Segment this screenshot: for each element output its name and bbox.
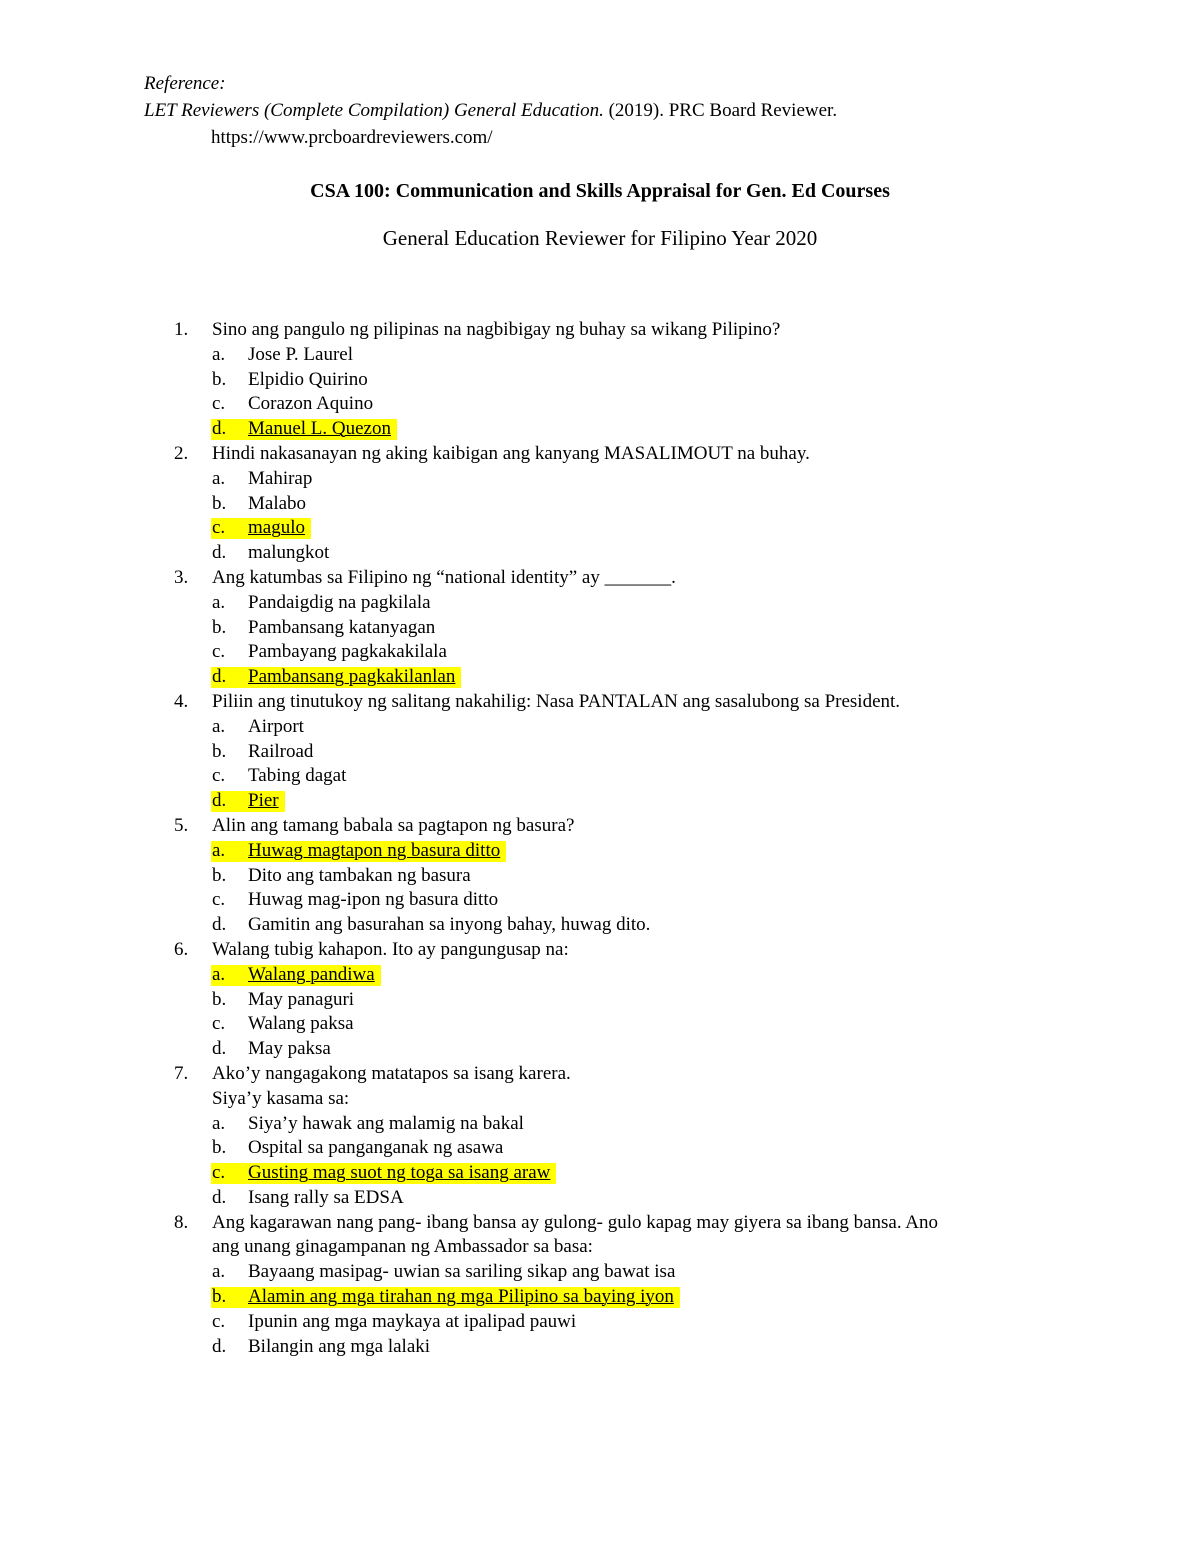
question-item <box>0 1062 1200 1211</box>
citation-title: LET Reviewers (Complete Compilation) General Education. <box>144 100 604 121</box>
choice-letter: d. <box>212 418 227 440</box>
choice-letter: b. <box>212 616 227 638</box>
choice-text: Pambayang pagkakakilala <box>248 641 447 663</box>
answer-choice <box>0 392 1200 417</box>
choice-text: Railroad <box>248 740 314 762</box>
choice-text: Ospital sa panganganak ng asawa <box>248 1137 504 1159</box>
question-item <box>0 814 1200 938</box>
choice-text: Isang rally sa EDSA <box>248 1186 404 1208</box>
choice-text: Gamitin ang basurahan sa inyong bahay, huwag dito. <box>248 914 651 936</box>
choice-text: Walang paksa <box>248 1013 354 1035</box>
answer-choice <box>0 1136 1200 1161</box>
choice-letter: b. <box>212 1286 227 1308</box>
choice-text: Walang pandiwa <box>248 963 375 985</box>
answer-choice <box>0 1112 1200 1137</box>
answer-choice <box>0 888 1200 913</box>
question-line <box>0 318 1200 343</box>
answer-choice <box>0 1335 1200 1360</box>
choice-letter: d. <box>212 1186 227 1208</box>
choice-letter: c. <box>212 1013 226 1035</box>
question-text: Ang kagarawan nang pang- ibang bansa ay gulong- gulo kapag may giyera sa ibang bansa. Ano <box>212 1211 939 1233</box>
choice-text: Huwag magtapon ng basura ditto <box>248 839 501 861</box>
answer-choice <box>0 988 1200 1013</box>
course-title: CSA 100: Communication and Skills Appraisal for Gen. Ed Courses <box>310 180 890 202</box>
choice-letter: d. <box>212 1038 227 1060</box>
question-text: Sino ang pangulo ng pilipinas na nagbibigay ng buhay sa wikang Pilipino? <box>212 319 781 340</box>
answer-choice <box>0 1260 1200 1285</box>
question-text: Piliin ang tinutukoy ng salitang nakahilig: Nasa PANTALAN ang sasalubong sa President. <box>212 690 901 712</box>
choice-text: Ipunin ang mga maykaya at ipalipad pauwi <box>248 1310 577 1332</box>
answer-choice-correct <box>0 516 1200 541</box>
reviewer-subtitle: General Education Reviewer for Filipino Year 2020 <box>382 226 818 250</box>
answer-choice <box>0 640 1200 665</box>
answer-choice-correct <box>0 1161 1200 1186</box>
choice-letter: c. <box>212 1310 226 1332</box>
choice-letter: d. <box>212 666 227 688</box>
choice-letter: c. <box>212 393 226 415</box>
answer-choice <box>0 368 1200 393</box>
choice-text: Bilangin ang mga lalaki <box>248 1335 431 1357</box>
answer-choice-correct <box>0 665 1200 690</box>
answer-choice-correct <box>0 417 1200 442</box>
choice-text: Pier <box>248 790 279 812</box>
choice-letter: c. <box>212 889 226 911</box>
answer-choice <box>0 343 1200 368</box>
question-item <box>0 318 1200 442</box>
reference-block <box>144 70 837 151</box>
question-text: Ang katumbas sa Filipino ng “national identity” ay _______. <box>212 566 676 588</box>
choice-text: Airport <box>248 715 304 737</box>
answer-choice <box>0 467 1200 492</box>
citation-details: (2019). PRC Board Reviewer. <box>603 100 838 121</box>
question-number: 7. <box>174 1062 189 1084</box>
question-number: 8. <box>174 1211 189 1233</box>
choice-letter: b. <box>212 864 227 886</box>
answer-choice <box>0 715 1200 740</box>
reference-label: Reference: <box>144 73 226 94</box>
question-line <box>0 938 1200 963</box>
question-item <box>0 442 1200 566</box>
question-item <box>0 690 1200 814</box>
answer-choice <box>0 541 1200 566</box>
choice-text: Malabo <box>248 492 307 514</box>
choice-letter: c. <box>212 765 226 787</box>
choice-letter: b. <box>212 368 227 390</box>
question-number: 5. <box>174 814 189 836</box>
question-text: Walang tubig kahapon. Ito ay pangungusap na: <box>212 938 569 960</box>
choice-letter: b. <box>212 740 227 762</box>
choice-text: Huwag mag-ipon ng basura ditto <box>248 889 499 911</box>
question-item <box>0 938 1200 1062</box>
answer-choice <box>0 1186 1200 1211</box>
choice-letter: a. <box>212 839 226 861</box>
question-number: 2. <box>174 442 189 464</box>
choice-letter: b. <box>212 988 227 1010</box>
choice-text: Bayaang masipag- uwian sa sariling sikap ang bawat isa <box>248 1261 676 1283</box>
choice-letter: c. <box>212 517 226 539</box>
question-number: 3. <box>174 566 189 588</box>
answer-choice <box>0 740 1200 765</box>
choice-text: Alamin ang mga tirahan ng mga Pilipino sa baying iyon <box>248 1286 674 1308</box>
question-line <box>0 814 1200 839</box>
answer-choice <box>0 1037 1200 1062</box>
choice-letter: b. <box>212 492 227 514</box>
question-text: Alin ang tamang babala sa pagtapon ng basura? <box>212 814 575 836</box>
choice-letter: a. <box>212 467 226 489</box>
answer-choice-correct <box>0 963 1200 988</box>
choice-letter: a. <box>212 963 226 985</box>
answer-choice <box>0 864 1200 889</box>
answer-choice <box>0 492 1200 517</box>
question-text-continued: ang unang ginagampanan ng Ambassador sa basa: <box>212 1236 593 1258</box>
choice-text: Manuel L. Quezon <box>248 418 391 440</box>
question-text-continued: Siya’y kasama sa: <box>212 1087 350 1109</box>
reference-citation <box>144 97 837 124</box>
reference-url[interactable]: https://www.prcboardreviewers.com/ <box>211 127 493 148</box>
question-number: 4. <box>174 690 189 712</box>
answer-choice <box>0 913 1200 938</box>
choice-text: Pambansang pagkakilanlan <box>248 666 456 688</box>
choice-text: Elpidio Quirino <box>248 368 368 390</box>
choice-text: Dito ang tambakan ng basura <box>248 864 471 886</box>
answer-choice <box>0 1310 1200 1335</box>
choice-text: Mahirap <box>248 467 313 489</box>
choice-text: Siya’y hawak ang malamig na bakal <box>248 1112 524 1134</box>
answer-choice <box>0 764 1200 789</box>
choice-letter: d. <box>212 1335 227 1357</box>
question-text: Ako’y nangagakong matatapos sa isang karera. <box>212 1062 571 1084</box>
question-item <box>0 566 1200 690</box>
answer-choice-correct <box>0 1285 1200 1310</box>
choice-text: magulo <box>248 517 305 539</box>
choice-letter: d. <box>212 790 227 812</box>
choice-letter: c. <box>212 641 226 663</box>
choice-text: Tabing dagat <box>248 765 347 787</box>
choice-text: Jose P. Laurel <box>248 343 354 365</box>
question-item <box>0 1211 1200 1360</box>
choice-letter: a. <box>212 591 226 613</box>
choice-letter: a. <box>212 343 226 365</box>
choice-text: Corazon Aquino <box>248 393 374 415</box>
choice-text: May panaguri <box>248 988 355 1010</box>
choice-text: Pambansang katanyagan <box>248 616 436 638</box>
answer-choice <box>0 591 1200 616</box>
answer-choice-correct <box>0 789 1200 814</box>
choice-letter: d. <box>212 914 227 936</box>
question-line <box>0 1062 1200 1087</box>
question-line <box>0 442 1200 467</box>
question-number: 6. <box>174 938 189 960</box>
question-line <box>0 566 1200 591</box>
answer-choice <box>0 616 1200 641</box>
choice-letter: b. <box>212 1137 227 1159</box>
choice-letter: c. <box>212 1162 226 1184</box>
choice-letter: a. <box>212 1261 226 1283</box>
question-line <box>0 690 1200 715</box>
question-line <box>0 1211 1200 1236</box>
choice-text: malungkot <box>248 542 330 564</box>
choice-text: May paksa <box>248 1038 331 1060</box>
choice-text: Pandaigdig na pagkilala <box>248 591 431 613</box>
choice-letter: d. <box>212 542 227 564</box>
answer-choice-correct <box>0 839 1200 864</box>
answer-choice <box>0 1012 1200 1037</box>
question-number: 1. <box>174 319 189 340</box>
question-list <box>0 318 1200 1359</box>
question-text: Hindi nakasanayan ng aking kaibigan ang kanyang MASALIMOUT na buhay. <box>212 442 810 464</box>
choice-letter: a. <box>212 715 226 737</box>
question-line-continued <box>0 1235 1200 1260</box>
choice-letter: a. <box>212 1112 226 1134</box>
choice-text: Gusting mag suot ng toga sa isang araw <box>248 1162 551 1184</box>
question-line-continued <box>0 1087 1200 1112</box>
